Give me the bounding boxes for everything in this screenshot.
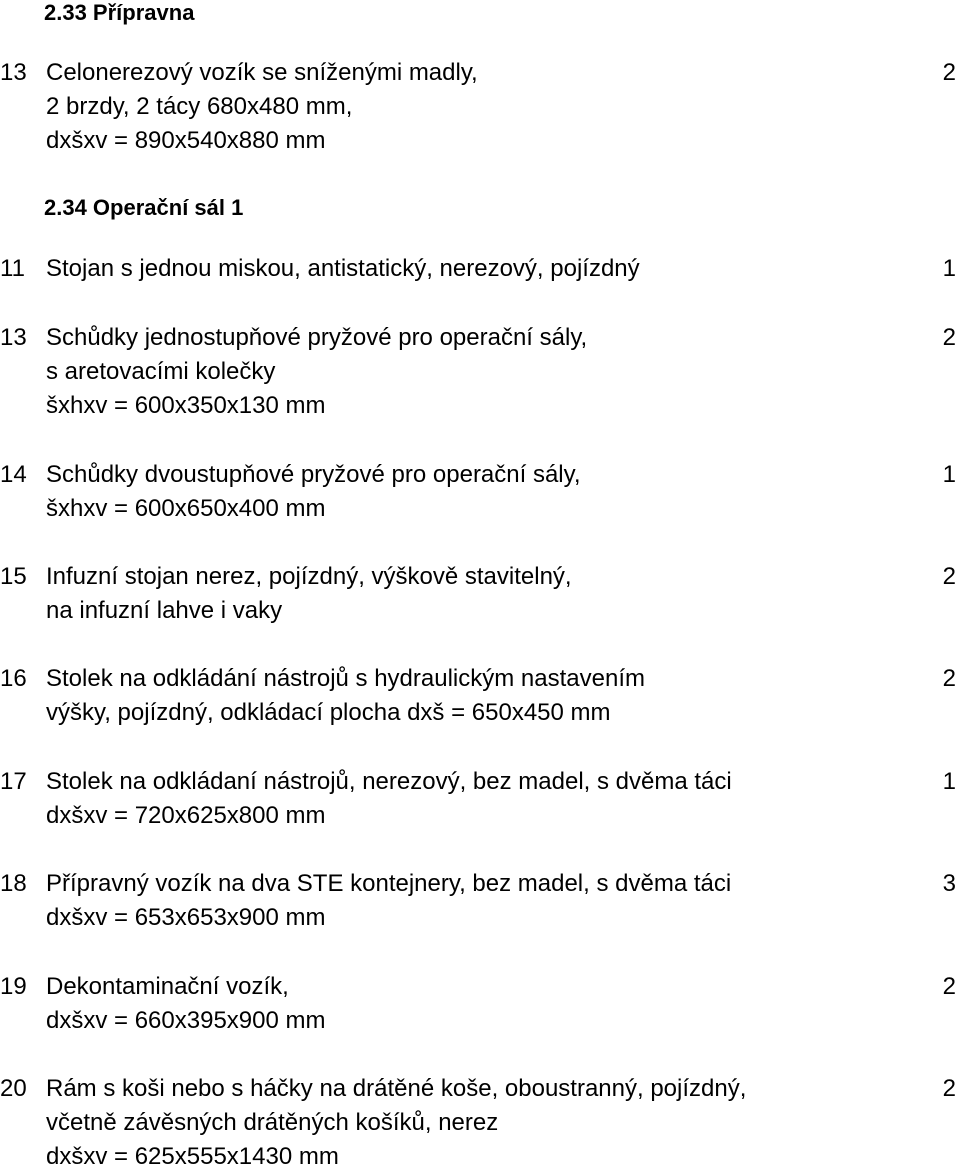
item-line: dxšxv = 660x395x900 mm — [46, 1007, 326, 1034]
item-description — [46, 970, 325, 1038]
item-number: 19 — [0, 973, 27, 1000]
item-line: šxhxv = 600x350x130 mm — [46, 392, 326, 419]
item-number: 20 — [0, 1075, 27, 1102]
item-quantity: 2 — [942, 973, 956, 1000]
item-quantity: 2 — [942, 324, 956, 351]
item-number: 13 — [0, 59, 27, 86]
item-quantity: 2 — [942, 665, 956, 692]
item-number: 15 — [0, 563, 27, 590]
item-line: s aretovacími kolečky — [46, 358, 276, 385]
item-line: Dekontaminační vozík, — [46, 973, 289, 1000]
item-quantity: 2 — [942, 59, 956, 86]
item-line: dxšxv = 625x555x1430 mm — [46, 1143, 339, 1170]
item-line: šxhxv = 600x650x400 mm — [46, 495, 326, 522]
item-number: 18 — [0, 870, 27, 897]
item-line: Rám s koši nebo s háčky na drátěné koše, oboustranný, pojízdný, — [46, 1075, 747, 1102]
item-description — [46, 560, 572, 628]
item-line: dxšxv = 653x653x900 mm — [46, 904, 326, 931]
item-quantity: 2 — [942, 1075, 956, 1102]
item-number: 11 — [0, 255, 25, 282]
item-number: 14 — [0, 461, 27, 488]
section-heading-operacni-sal: 2.34 Operační sál 1 — [44, 195, 244, 220]
item-line: Celonerezový vozík se sníženými madly, — [46, 59, 478, 86]
item-quantity: 1 — [942, 255, 956, 282]
item-line: Stolek na odkládaní nástrojů, nerezový, bez madel, s dvěma táci — [46, 768, 732, 795]
item-description — [46, 458, 581, 526]
item-line: Přípravný vozík na dva STE kontejnery, bez madel, s dvěma táci — [46, 870, 732, 897]
item-line: Schůdky jednostupňové pryžové pro operační sály, — [46, 324, 588, 351]
item-quantity: 1 — [942, 461, 956, 488]
item-line: dxšxv = 720x625x800 mm — [46, 802, 326, 829]
item-description — [46, 252, 640, 286]
item-line: Stojan s jednou miskou, antistatický, nerezový, pojízdný — [46, 255, 640, 282]
item-line: výšky, pojízdný, odkládací plocha dxš = 650x450 mm — [46, 699, 611, 726]
item-description — [46, 867, 731, 935]
item-line: dxšxv = 890x540x880 mm — [46, 127, 326, 154]
item-description — [46, 321, 587, 423]
item-line: Schůdky dvoustupňové pryžové pro operační sály, — [46, 461, 581, 488]
item-line: na infuzní lahve i vaky — [46, 597, 283, 624]
item-number: 16 — [0, 665, 27, 692]
item-line: včetně závěsných drátěných košíků, nerez — [46, 1109, 499, 1136]
item-description — [46, 765, 732, 833]
item-quantity: 3 — [942, 870, 956, 897]
item-quantity: 2 — [942, 563, 956, 590]
item-quantity: 1 — [942, 768, 956, 795]
item-line: Stolek na odkládání nástrojů s hydraulickým nastavením — [46, 665, 645, 692]
item-line: Infuzní stojan nerez, pojízdný, výškově stavitelný, — [46, 563, 572, 590]
item-description — [46, 56, 478, 158]
section-heading-prepravna: 2.33 Přípravna — [44, 0, 195, 25]
item-number: 13 — [0, 324, 27, 351]
item-description — [46, 1072, 746, 1174]
item-line: 2 brzdy, 2 tácy 680x480 mm, — [46, 93, 353, 120]
item-number: 17 — [0, 768, 27, 795]
item-description — [46, 662, 645, 730]
